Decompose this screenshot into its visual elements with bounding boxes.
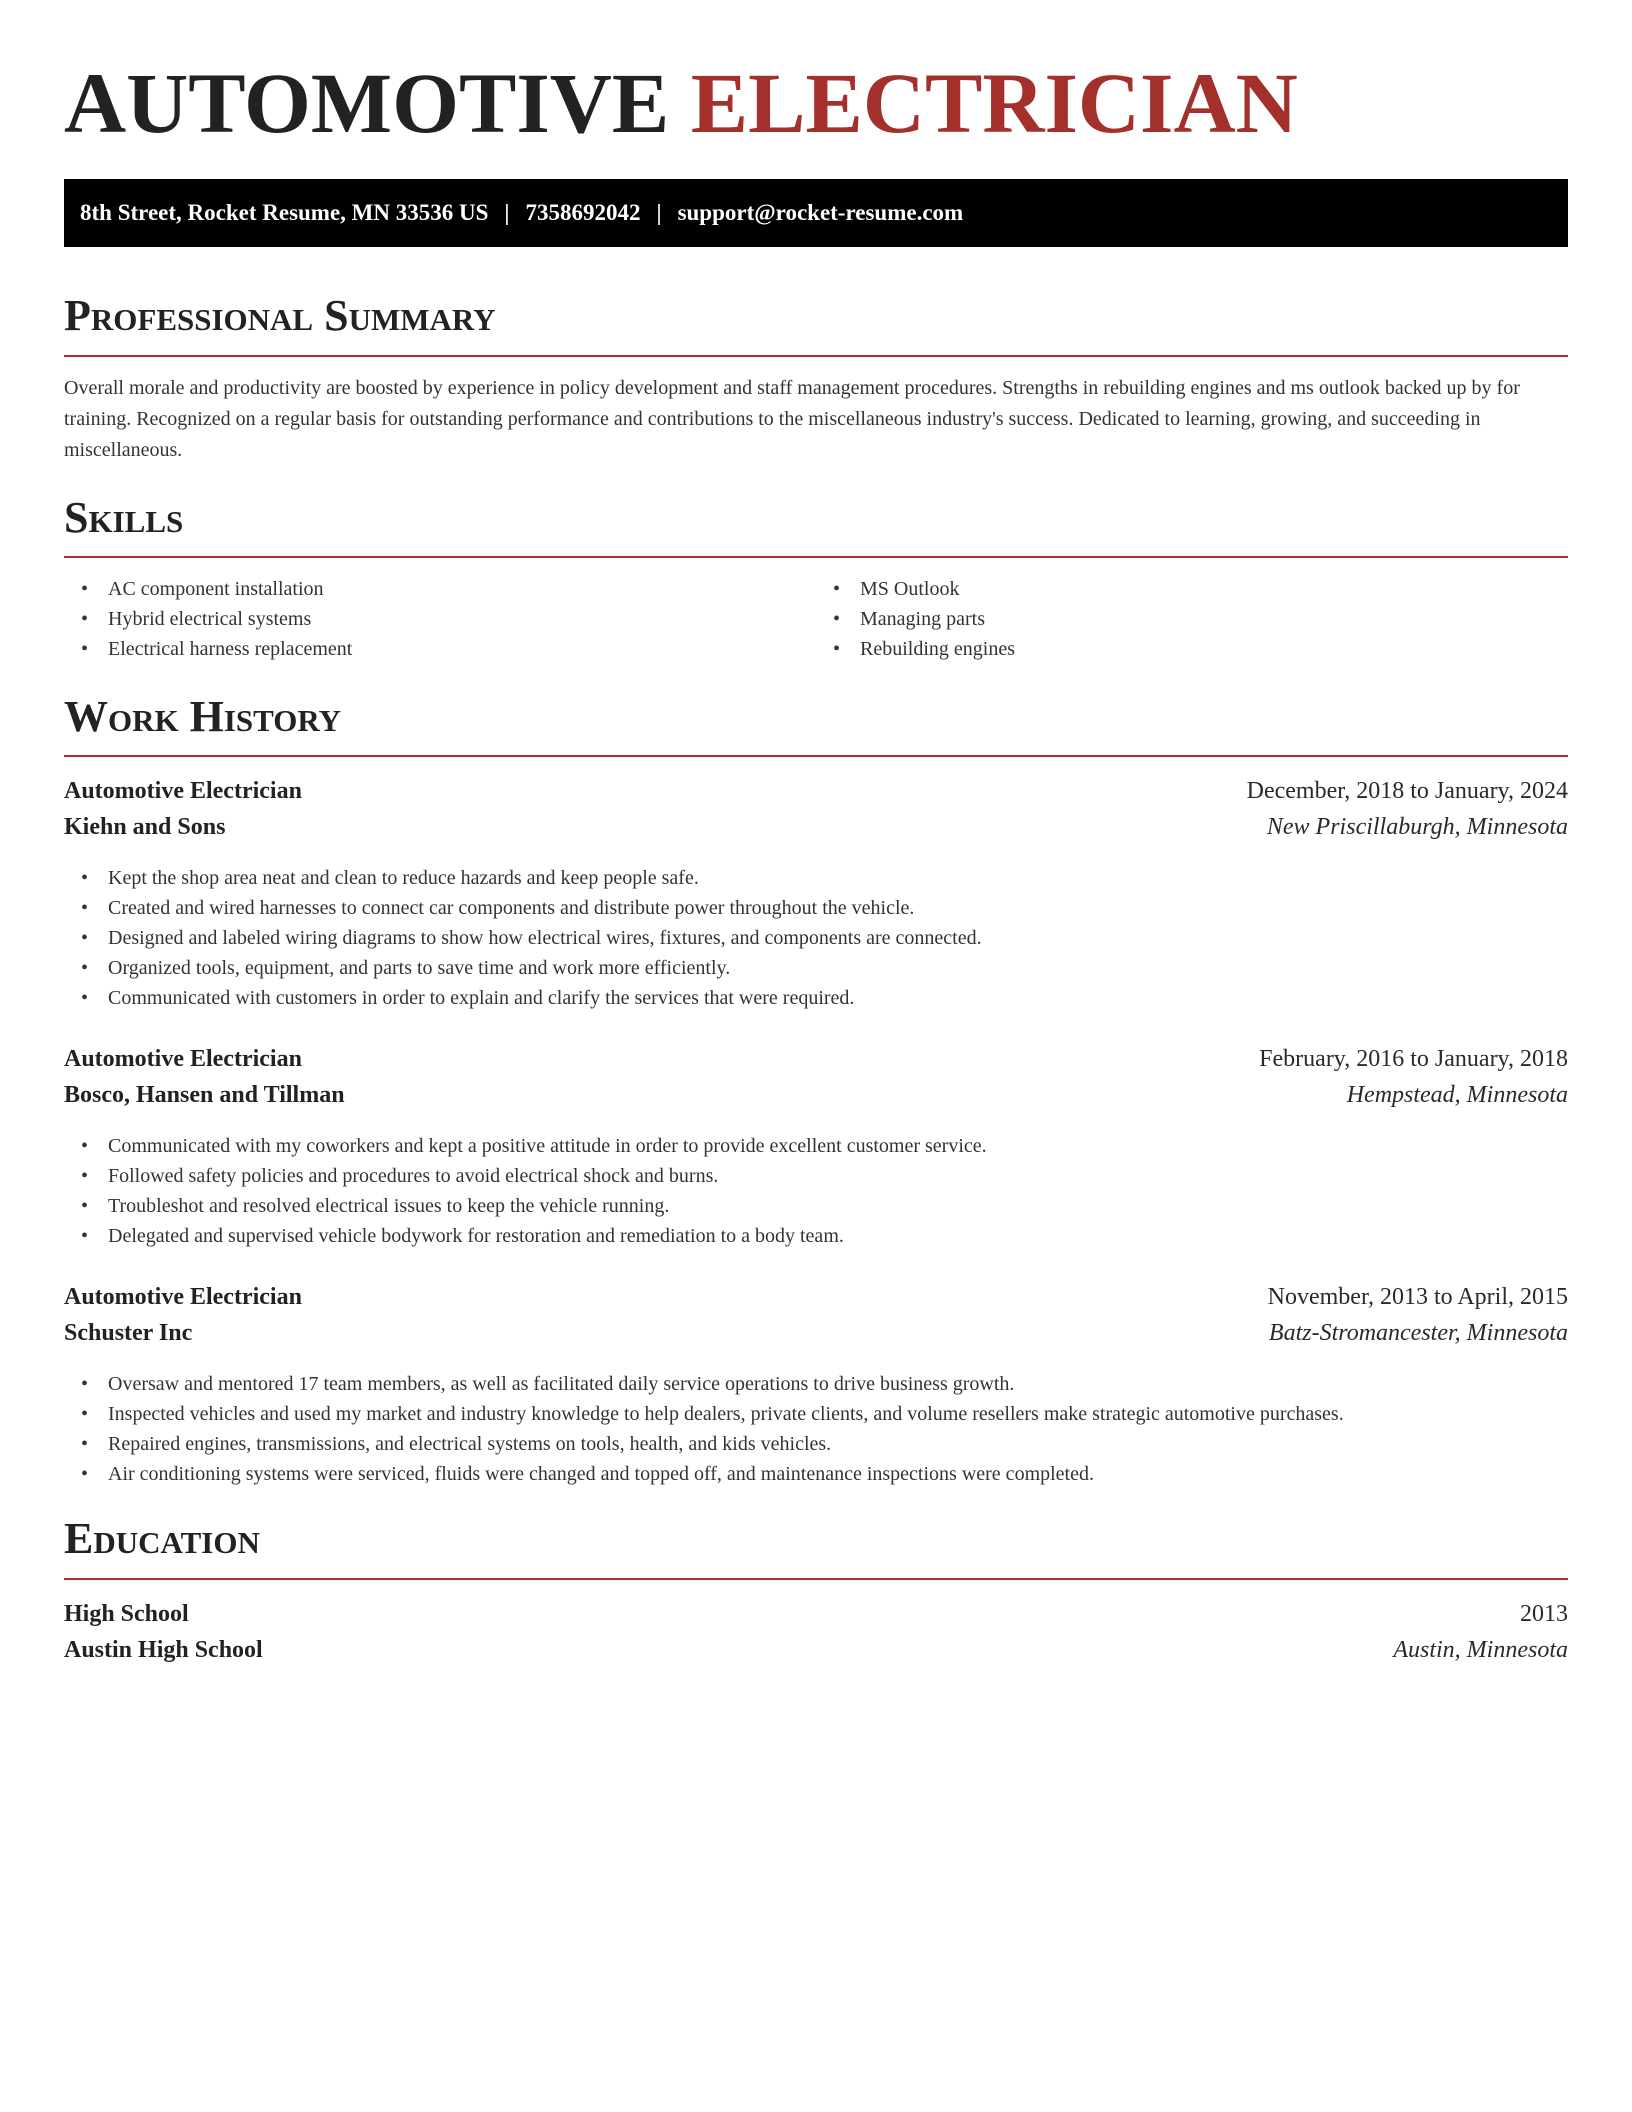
- skill-item: • AC component installation: [108, 574, 816, 604]
- work-heading: Work History: [64, 691, 342, 741]
- job-company: Bosco, Hansen and Tillman: [64, 1082, 345, 1109]
- summary-heading: Professional Summary: [64, 291, 496, 341]
- contact-address: 8th Street, Rocket Resume, MN 33536 US: [80, 200, 489, 226]
- contact-separator: |: [656, 200, 662, 226]
- job-header-row: [64, 1279, 1568, 1315]
- skill-item: • Managing parts: [860, 604, 1568, 634]
- title-part-2: ELECTRICIAN: [690, 55, 1298, 151]
- education-school: Austin High School: [64, 1636, 263, 1663]
- education-year: 2013: [1520, 1600, 1568, 1627]
- education-heading: Education: [64, 1514, 260, 1564]
- job-dates: December, 2018 to January, 2024: [1246, 778, 1568, 805]
- skill-item: • Electrical harness replacement: [108, 634, 816, 664]
- job-bullet: • Communicated with my coworkers and kept a positive attitude in order to provide excellent customer service.: [108, 1131, 1568, 1161]
- job-bullet: • Delegated and supervised vehicle bodywork for restoration and remediation to a body team.: [108, 1221, 1568, 1251]
- job-entry: [64, 1279, 1568, 1489]
- job-bullet: • Designed and labeled wiring diagrams to show how electrical wires, fixtures, and components are connected.: [108, 923, 1568, 953]
- job-dates: February, 2016 to January, 2018: [1259, 1046, 1568, 1073]
- job-bullet: • Created and wired harnesses to connect car components and distribute power throughout the vehicle.: [108, 893, 1568, 923]
- skills-section: [64, 494, 1568, 664]
- job-title: Automotive Electrician: [64, 778, 302, 805]
- job-title: Automotive Electrician: [64, 1284, 302, 1311]
- section-divider: [64, 556, 1568, 558]
- skills-heading: Skills: [64, 492, 184, 542]
- education-school-row: [64, 1632, 1568, 1668]
- job-bullet: • Troubleshot and resolved electrical issues to keep the vehicle running.: [108, 1191, 1568, 1221]
- job-bullet: • Organized tools, equipment, and parts to save time and work more efficiently.: [108, 953, 1568, 983]
- resume-title: [64, 0, 1568, 155]
- job-bullet: • Air conditioning systems were serviced, fluids were changed and topped off, and maintenance inspections were completed.: [108, 1459, 1568, 1489]
- job-location: Hempstead, Minnesota: [1346, 1082, 1568, 1109]
- job-header-row: [64, 1041, 1568, 1077]
- skill-item: • Rebuilding engines: [860, 634, 1568, 664]
- section-divider: [64, 755, 1568, 757]
- job-bullet: • Oversaw and mentored 17 team members, as well as facilitated daily service operations to drive business growth.: [108, 1369, 1568, 1399]
- job-company: Schuster Inc: [64, 1320, 193, 1347]
- job-company-row: [64, 809, 1568, 845]
- job-bullet: • Followed safety policies and procedures to avoid electrical shock and burns.: [108, 1161, 1568, 1191]
- job-dates: November, 2013 to April, 2015: [1267, 1284, 1568, 1311]
- job-company-row: [64, 1077, 1568, 1113]
- section-divider: [64, 1578, 1568, 1580]
- job-bullet: • Communicated with customers in order to explain and clarify the services that were required.: [108, 983, 1568, 1013]
- job-location: New Priscillaburgh, Minnesota: [1266, 814, 1568, 841]
- work-section: [64, 693, 1568, 1489]
- job-company: Kiehn and Sons: [64, 814, 226, 841]
- job-bullets: [64, 1369, 1568, 1489]
- job-entry: [64, 773, 1568, 1013]
- education-section: [64, 1515, 1568, 1667]
- job-bullet: • Kept the shop area neat and clean to reduce hazards and keep people safe.: [108, 863, 1568, 893]
- job-bullet: • Repaired engines, transmissions, and electrical systems on tools, health, and kids vehicles.: [108, 1429, 1568, 1459]
- job-entry: [64, 1041, 1568, 1251]
- summary-section: [64, 292, 1568, 465]
- title-part-1: AUTOMOTIVE: [64, 55, 670, 151]
- skills-list: [64, 574, 1568, 664]
- education-degree: High School: [64, 1600, 189, 1627]
- section-divider: [64, 355, 1568, 357]
- education-header-row: [64, 1596, 1568, 1632]
- education-entry: [64, 1596, 1568, 1668]
- contact-email: support@rocket-resume.com: [677, 200, 964, 226]
- skill-item: • MS Outlook: [860, 574, 1568, 604]
- job-header-row: [64, 773, 1568, 809]
- skills-column-right: [816, 574, 1568, 664]
- job-title: Automotive Electrician: [64, 1046, 302, 1073]
- job-bullets: [64, 863, 1568, 1013]
- contact-phone: 7358692042: [525, 200, 641, 226]
- education-location: Austin, Minnesota: [1393, 1636, 1568, 1663]
- job-location: Batz-Stromancester, Minnesota: [1268, 1320, 1568, 1347]
- job-company-row: [64, 1315, 1568, 1351]
- job-bullets: [64, 1131, 1568, 1251]
- skill-item: • Hybrid electrical systems: [108, 604, 816, 634]
- contact-separator: |: [504, 200, 510, 226]
- job-bullet: • Inspected vehicles and used my market and industry knowledge to help dealers, private clients, and volume resellers make strategic automotive purchases.: [108, 1399, 1568, 1429]
- summary-text: Overall morale and productivity are boosted by experience in policy development and staff management procedures. Strengths in rebuilding engines and ms outlook backed up by for training. Recognized on a regular basis for outstanding performance and contributions to the miscellaneous industry's success. Dedicated to learning, growing, and succeeding in miscellaneous.: [64, 376, 1520, 461]
- skills-column-left: [64, 574, 816, 664]
- contact-bar: [64, 179, 1568, 247]
